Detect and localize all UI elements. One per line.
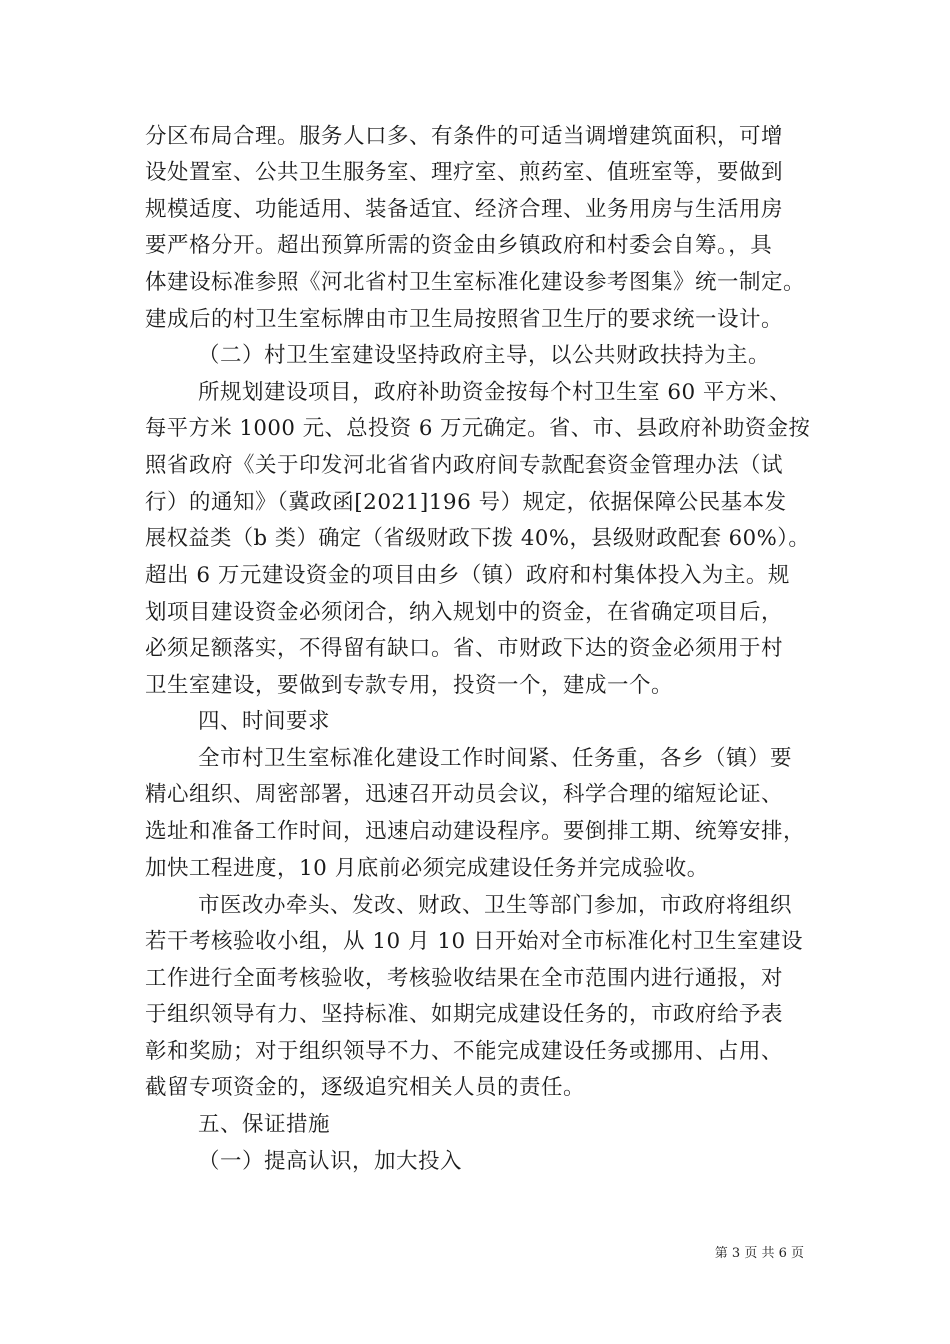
text-line: 工作进行全面考核验收，考核验收结果在全市范围内进行通报，对 [145,966,784,991]
section-heading: （二）村卫生室建设坚持政府主导，以公共财政扶持为主。 [198,343,771,368]
text-line: 彰和奖励；对于组织领导不力、不能完成建设任务或挪用、占用、 [145,1039,784,1064]
text-line: 展权益类（b 类）确定（省级财政下拨 40%，县级财政配套 60%）。 [145,526,811,551]
text-line: 设处置室、公共卫生服务室、理疗室、煎药室、值班室等，要做到 [145,160,784,185]
text-line: 市医改办牵头、发改、财政、卫生等部门参加，市政府将组织 [198,893,793,918]
text-line: 卫生室建设，要做到专款专用，投资一个，建成一个。 [145,673,674,698]
text-line: 建成后的村卫生室标牌由市卫生局按照省卫生厅的要求统一设计。 [145,307,784,332]
text-line: 划项目建设资金必须闭合，纳入规划中的资金，在省确定项目后， [145,600,784,625]
text-line: 体建设标准参照《河北省村卫生室标准化建设参考图集》统一制定。 [145,270,806,295]
text-line: 于组织领导有力、坚持标准、如期完成建设任务的，市政府给予表 [145,1002,784,1027]
text-line: 分区布局合理。服务人口多、有条件的可适当调增建筑面积，可增 [145,124,784,149]
text-line: 所规划建设项目，政府补助资金按每个村卫生室 60 平方米、 [198,380,792,405]
text-line: 每平方米 1000 元、总投资 6 万元确定。省、市、县政府补助资金按 [145,416,811,441]
page-number: 第 3 页 共 6 页 [714,1246,804,1261]
text-line: 全市村卫生室标准化建设工作时间紧、任务重，各乡（镇）要 [198,746,793,771]
text-line: 必须足额落实，不得留有缺口。省、市财政下达的资金必须用于村 [145,636,784,661]
section-heading: 五、保证措施 [198,1112,331,1137]
section-heading: （一）提高认识，加大投入 [198,1149,463,1174]
text-line: 规模适度、功能适用、装备适宜、经济合理、业务用房与生活用房 [145,197,784,222]
section-heading: 四、时间要求 [198,709,331,734]
text-line: 若干考核验收小组，从 10 月 10 日开始对全市标准化村卫生室建设 [145,929,804,954]
text-line: 要严格分开。超出预算所需的资金由乡镇政府和村委会自筹。，具 [145,233,773,258]
text-line: 精心组织、周密部署，迅速召开动员会议，科学合理的缩短论证、 [145,782,784,807]
text-line: 行）的通知》（冀政函[2021]196 号）规定，依据保障公民基本发 [145,490,787,515]
text-line: 照省政府《关于印发河北省省内政府间专款配套资金管理办法（试 [145,453,784,478]
text-line: 选址和准备工作时间，迅速启动建设程序。要倒排工期、统筹安排， [145,819,806,844]
text-line: 超出 6 万元建设资金的项目由乡（镇）政府和村集体投入为主。规 [145,563,790,588]
text-line: 截留专项资金的，逐级追究相关人员的责任。 [145,1075,586,1100]
text-line: 加快工程进度，10 月底前必须完成建设任务并完成验收。 [145,856,709,881]
